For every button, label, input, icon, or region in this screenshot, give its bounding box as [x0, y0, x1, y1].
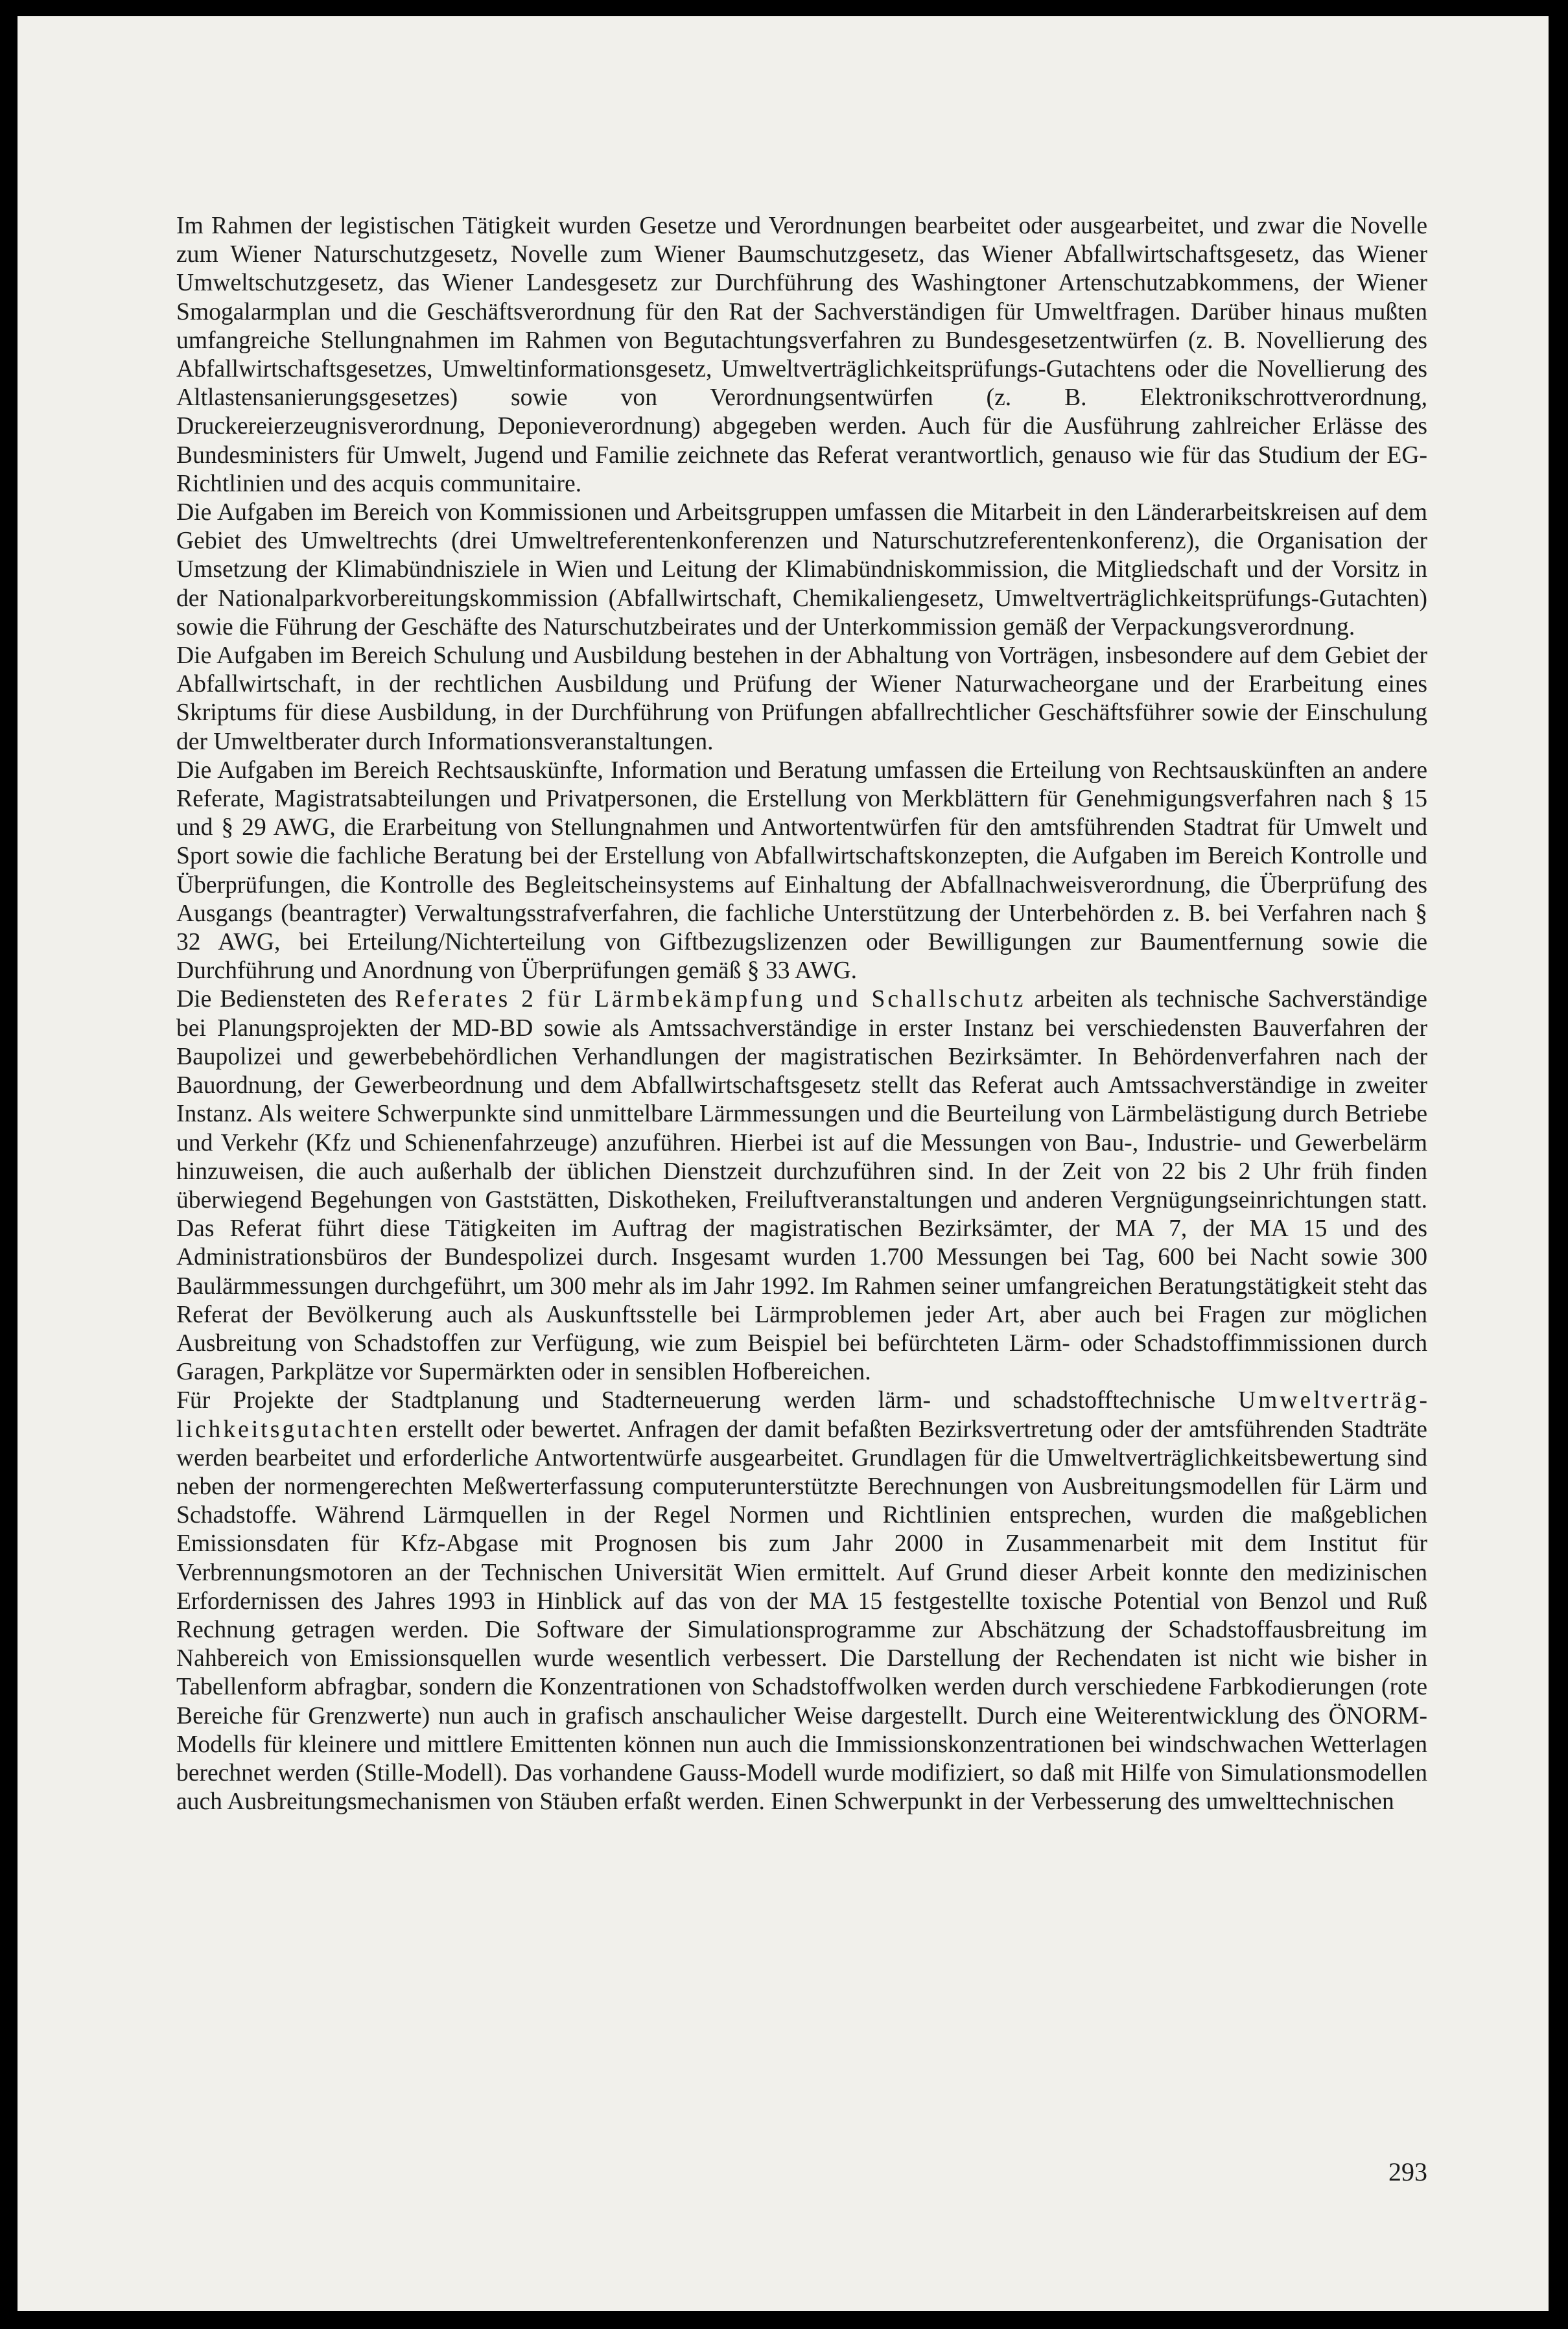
paragraph-commissions: Die Aufgaben im Bereich von Kommissionen und Arbeitsgruppen umfassen die Mitarbeit in den Länderarbeitskreisen auf dem Gebiet des Umweltrechts (drei Umweltreferentenkonferenzen und Naturschutzreferentenkonferenz), die Organisation der Umsetzung der Klimabündnisziele in Wien und Leitung der Klimabündniskommission, die Mitgliedschaft und der Vorsitz in der Nationalparkvorbereitungskommission (Abfallwirtschaft, Chemikaliengesetz, Umweltverträglichkeitsprüfungs-Gutachten) sowie die Führung der Geschäfte des Naturschutzbeirates und der Unterkommission gemäß der Verpackungsverordnung. [176, 499, 1427, 640]
paragraph-environmental-assessment [176, 1387, 1427, 1816]
paragraph-noise-department [176, 985, 1427, 1387]
paragraph-training: Die Aufgaben im Bereich Schulung und Ausbildung bestehen in der Abhaltung von Vorträgen, insbesondere auf dem Gebiet der Abfallwirtschaft, in der rechtlichen Ausbildung und Prüfung der Wiener Naturwacheorgane und der Erarbeitung eines Skriptums für diese Ausbildung, in der Durchführung von Prüfungen abfallrechtlicher Geschäftsführer sowie der Einschulung der Umweltberater durch Informationsveranstaltungen. [176, 642, 1427, 755]
paragraph-legal-advice: Die Aufgaben im Bereich Rechtsauskünfte, Information und Beratung umfassen die Erteilung von Rechtsauskünften an andere Referate, Magistratsabteilungen und Privatpersonen, die Erstellung von Merkblättern für Genehmigungsverfahren nach § 15 und § 29 AWG, die Erarbeitung von Stellungnahmen und Antwortentwürfen für den amtsführenden Stadtrat für Umwelt und Sport sowie die fachliche Beratung bei der Erstellung von Abfallwirtschaftskonzepten, die Aufgaben im Bereich Kontrolle und Überprüfungen, die Kontrolle des Begleitscheinsystems auf Einhaltung der Abfallnachweisverordnung, die Überprüfung des Ausgangs (beantragter) Verwaltungsstrafverfahren, die fachliche Unterstützung der Unterbehörden z. B. bei Verfahren nach § 32 AWG, bei Erteilung/Nichterteilung von Giftbezugslizenzen oder Bewilligungen zur Baumentfernung sowie die Durchführung und Anordnung von Überprüfungen gemäß § 33 AWG. [176, 756, 1427, 985]
paragraph-noise-intro: Die Bediensteten des [176, 986, 395, 1013]
department-name: Referates 2 für Lärmbekämpfung und Schallschutz [395, 986, 1026, 1013]
paragraph-noise-body: arbeiten als technische Sachverständige bei Planungsprojekten der MD-BD sowie als Amtssachverständige in erster Instanz bei verschiedensten Bauverfahren der Baupolizei und gewerbebehördlichen Verhandlungen der magistratischen Bezirksämter. In Behördenverfahren nach der Bauordnung, der Gewerbeordnung und dem Abfallwirtschaftsgesetz stellt das Referat auch Amtssachverständige in zweiter Instanz. Als weitere Schwerpunkte sind unmittelbare Lärmmessungen und die Beurteilung von Lärmbelästigung durch Betriebe und Verkehr (Kfz und Schienenfahrzeuge) anzuführen. Hierbei ist auf die Messungen von Bau-, Industrie- und Gewerbelärm hinzuweisen, die auch außerhalb der üblichen Dienstzeit durchzuführen sind. In der Zeit von 22 bis 2 Uhr früh finden überwiegend Begehungen von Gaststätten, Diskotheken, Freiluftveranstaltungen und anderen Vergnügungseinrichtungen statt. Das Referat führt diese Tätigkeiten im Auftrag der magistratischen Bezirksämter, der MA 7, der MA 15 und des Administrationsbüros der Bundespolizei durch. Insgesamt wurden 1.700 Messungen bei Tag, 600 bei Nacht sowie 300 Baulärmmessungen durchgeführt, um 300 mehr als im Jahr 1992. Im Rahmen seiner umfangreichen Beratungstätigkeit steht das Referat der Bevölkerung auch als Auskunftsstelle bei Lärmproblemen jeder Art, aber auch bei Fragen zur möglichen Ausbreitung von Schadstoffen zur Verfügung, wie zum Beispiel bei befürchteten Lärm- oder Schadstoffimmissionen durch Garagen, Parkplätze vor Supermärkten oder in sensiblen Hofbereichen. [176, 986, 1427, 1386]
page-number: 293 [1388, 2157, 1427, 2186]
paragraph-legislation: Im Rahmen der legistischen Tätigkeit wurden Gesetze und Verordnungen bearbeitet oder ausgearbeitet, und zwar die Novelle zum Wiener Naturschutzgesetz, Novelle zum Wiener Baumschutzgesetz, das Wiener Abfallwirtschaftsgesetz, das Wiener Umweltschutzgesetz, das Wiener Landesgesetz zur Durchführung des Washingtoner Artenschutzabkommens, der Wiener Smogalarmplan und die Geschäftsverordnung für den Rat der Sachverständigen für Umweltfragen. Darüber hinaus mußten umfangreiche Stellungnahmen im Rahmen von Begutachtungsverfahren zu Bundesgesetzentwürfen (z. B. Novellierung des Abfallwirtschaftsgesetzes, Umweltinformationsgesetz, Umweltverträglichkeitsprüfungs-Gutachtens oder die Novellierung des Altlastensanierungsgesetzes) sowie von Verordnungsentwürfen (z. B. Elektronikschrottverordnung, Druckereierzeugnisverordnung, Deponieverordnung) abgegeben werden. Auch für die Ausführung zahlreicher Erlässe des Bundesministers für Umwelt, Jugend und Familie zeichnete das Referat verantwortlich, genauso wie für das Studium der EG-Richtlinien und des acquis communitaire. [176, 213, 1427, 497]
body-text [176, 212, 1427, 1816]
document-page [18, 16, 1549, 2311]
assessment-term: Umweltverträglichkeitsgutachten [176, 1387, 1427, 1443]
paragraph-assessment-body: erstellt oder bewertet. Anfragen der damit befaßten Bezirksvertretung oder der amtsführenden Stadträte werden bearbeitet und erforderliche Antwortentwürfe ausgearbeitet. Grundlagen für die Umweltverträglichkeitsbewertung sind neben der normengerechten Meßwerterfassung computerunterstützte Berechnungen von Ausbreitungsmodellen für Lärm und Schadstoffe. Während Lärmquellen in der Regel Normen und Richtlinien entsprechen, wurden die maßgeblichen Emissionsdaten für Kfz-Abgase mit Prognosen bis zum Jahr 2000 in Zusammenarbeit mit dem Institut für Verbrennungsmotoren an der Technischen Universität Wien ermittelt. Auf Grund dieser Arbeit konnte den medizinischen Erfordernissen des Jahres 1993 in Hinblick auf das von der MA 15 festgestellte toxische Potential von Benzol und Ruß Rechnung getragen werden. Die Software der Simulationsprogramme zur Abschätzung der Schadstoffausbreitung im Nahbereich von Emissionsquellen wurde wesentlich verbessert. Die Darstellung der Rechendaten ist nicht wie bisher in Tabellenform abfragbar, sondern die Konzentrationen von Schadstoffwolken werden durch verschiedene Farbkodierungen (rote Bereiche für Grenzwerte) nun auch in grafisch anschaulicher Weise dargestellt. Durch eine Weiterentwicklung des ÖNORM-Modells für kleinere und mittlere Emittenten können nun auch die Immissionskonzentrationen bei windschwachen Wetterlagen berechnet werden (Stille-Modell). Das vorhandene Gauss-Modell wurde modifiziert, so daß mit Hilfe von Simulationsmodellen auch Ausbreitungsmechanismen von Stäuben erfaßt werden. Einen Schwerpunkt in der Verbesserung des umwelttechnischen [176, 1416, 1427, 1816]
paragraph-assessment-intro: Für Projekte der Stadtplanung und Stadterneuerung werden lärm- und schadstofftechnische [176, 1387, 1238, 1414]
